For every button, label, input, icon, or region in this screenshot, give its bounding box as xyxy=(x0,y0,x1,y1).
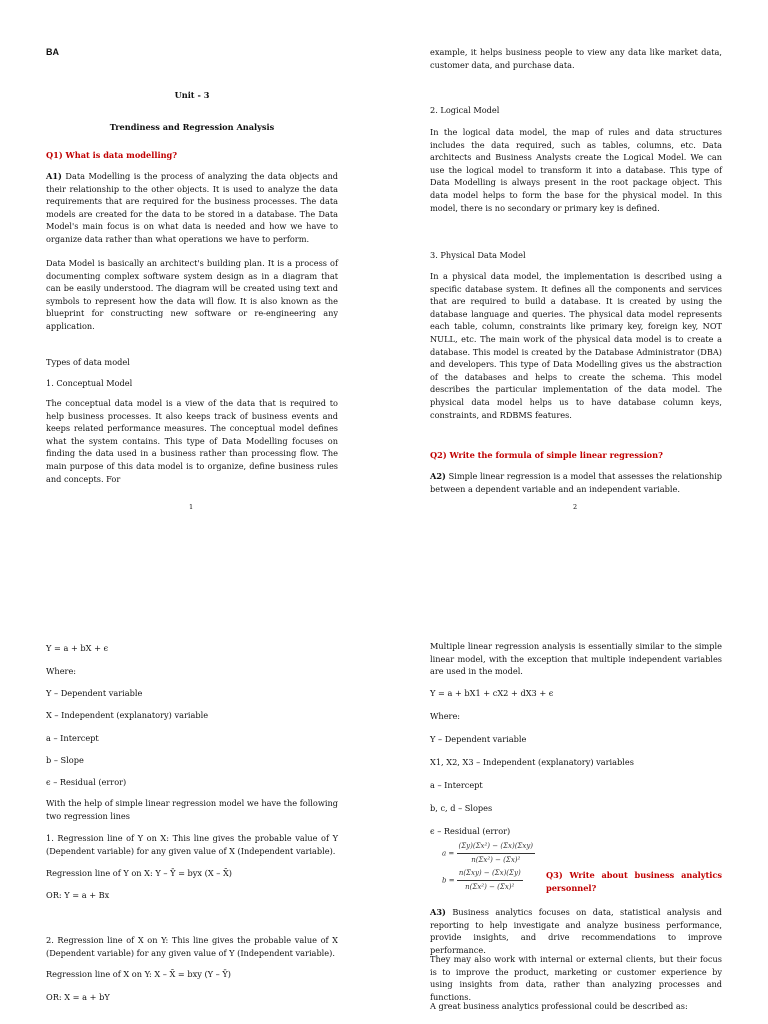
formula-b: b = $\frac{\text{n(Σxy) − (Σx)(Σy)}}{\text{n(Σx²) − (Σx)²}}$ xyxy=(442,869,521,891)
page-2 xyxy=(384,0,768,512)
regression-line-1-text: 1. Regression line of Y on X: This line gives the probable value of Y (Dependent variable) for any given value of X (Independent variable). xyxy=(46,833,338,856)
paragraph-data-model: Data Model is basically an architect's building plan. It is a process of documenting complex software system design as in a diagram that can be easily understood. The diagram will be created using text and symbols to represent how the data will flow. It is also known as the blueprint for constructing new software or re-engineering any application. xyxy=(46,258,338,331)
page-number: 2 xyxy=(573,503,578,511)
document-header: BA xyxy=(46,47,59,57)
logical-heading: 2. Logical Model xyxy=(430,105,500,115)
regression-line-1-equation: Regression line of Y on X: Y – Ȳ = byx (X – X̄) xyxy=(46,868,232,878)
continued-text: example, it helps business people to view any data like market data, customer data, and purchase data. xyxy=(430,47,722,70)
formula-a: a = $\frac{\text{(Σy)(Σx²) − (Σx)(Σxy)}}{\text{n(Σx²) − (Σx)²}}$ xyxy=(442,842,534,864)
page-3 xyxy=(0,512,384,1024)
a-definition: a – Intercept xyxy=(430,780,483,790)
a-definition: a – Intercept xyxy=(46,733,99,743)
conceptual-text: The conceptual data model is a view of the data that is required to help business processes. It also keeps track of business events and keeps related performance measures. The conceptual model defines what the system contains. This type of Data Modelling focuses on finding the data used in a business rather than processing flow. The main purpose of this data model is to organize, define business rules and concepts. For xyxy=(46,398,338,484)
regression-equation: Y = a + bX + ϵ xyxy=(46,643,109,653)
physical-heading: 3. Physical Data Model xyxy=(430,250,526,260)
physical-text: In a physical data model, the implementation is described using a specific database system. It defines all the components and services that are required to build a database. It is created by using the database language and queries. The physical data model represents each table, column, constraints like primary key, foreign key, NOT NULL, etc. The main work of the physical data model is to create a database. This model is created by the Database Administrator (DBA) and developers. This type of Data Modelling gives us the abstraction of the databases and helps to create the schema. This model describes the particular implementation of the data model. The physical data model helps us to have database column keys, constraints, and RDBMS features. xyxy=(430,271,722,420)
answer-3: A3) Business analytics focuses on data, statistical analysis and reporting to help investigate and analyze business performance, provide insights, and drive recommendations to improve performance. xyxy=(430,907,722,955)
regression-line-2-equation: Regression line of X on Y: X – X̄ = bxy (Y – Ȳ) xyxy=(46,969,231,979)
e-definition: ϵ – Residual (error) xyxy=(430,826,511,836)
types-heading: Types of data model xyxy=(46,357,130,367)
answer-1: A1) Data Modelling is the process of analyzing the data objects and their relationship to the other objects. It is used to analyze the data requirements that are required for the business processes. The data models are created for the data to be stored in a database. The Data Model's main focus is on what data is needed and how we have to organize data rather than what operations we have to perform. xyxy=(46,171,338,244)
page-number: 1 xyxy=(189,503,194,511)
x-definition: X1, X2, X3 – Independent (explanatory) variables xyxy=(430,757,634,767)
question-3: Q3) Write about business analytics personnel? xyxy=(546,870,722,893)
analytics-clients-paragraph: They may also work with internal or external clients, but their focus is to improve the product, marketing or customer experience by using insights from data, rather than analyzing processes and functions. xyxy=(430,954,722,1002)
multiple-regression-intro: Multiple linear regression analysis is essentially similar to the simple linear model, with the exception that multiple independent variables are used in the model. xyxy=(430,641,722,677)
where-label: Where: xyxy=(46,666,77,676)
regression-line-1-or: OR: Y = a + Bx xyxy=(46,890,110,900)
analytics-professional-line: A great business analytics professional could be described as: xyxy=(430,1001,688,1011)
logical-text: In the logical data model, the map of rules and data structures includes the data required, such as tables, columns, etc. Data architects and Business Analysts create the Logical Model. We can use the logical model to transform it into a database. This type of Data Modelling is always present in the root package object. This data model helps to form the base for the physical model. In this model, there is no secondary or primary key is defined. xyxy=(430,127,722,213)
unit-title: Unit - 3 xyxy=(174,90,210,100)
y-definition: Y – Dependent variable xyxy=(46,688,143,698)
x-definition: X – Independent (explanatory) variable xyxy=(46,710,209,720)
b-definition: b – Slope xyxy=(46,755,84,765)
e-definition: ϵ – Residual (error) xyxy=(46,777,127,787)
chapter-title: Trendiness and Regression Analysis xyxy=(109,122,275,132)
multiple-regression-equation: Y = a + bX1 + cX2 + dX3 + ϵ xyxy=(430,688,554,698)
regression-line-2-or: OR: X = a + bY xyxy=(46,992,110,1002)
answer-2: A2) Simple linear regression is a model that assesses the relationship between a dependent variable and an independent variable. xyxy=(430,471,722,494)
y-definition: Y – Dependent variable xyxy=(430,734,527,744)
page-1 xyxy=(0,0,384,512)
conceptual-heading: 1. Conceptual Model xyxy=(46,378,133,388)
bcd-definition: b, c, d – Slopes xyxy=(430,803,493,813)
regression-lines-intro: With the help of simple linear regression model we have the following two regression lines xyxy=(46,798,338,821)
page-4 xyxy=(384,512,768,1024)
question-1: Q1) What is data modelling? xyxy=(46,150,178,160)
question-2: Q2) Write the formula of simple linear regression? xyxy=(430,450,663,460)
where-label: Where: xyxy=(430,711,461,721)
regression-line-2-text: 2. Regression line of X on Y: This line gives the probable value of X (Dependent variable) for any given value of Y (Independent variable). xyxy=(46,935,338,958)
